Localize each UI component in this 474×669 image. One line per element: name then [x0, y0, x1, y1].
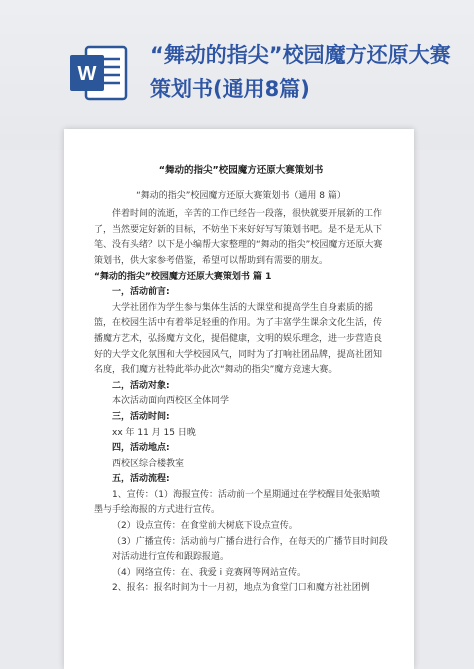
- document-subtitle: “舞动的指尖”校园魔方还原大赛策划书（通用 8 篇）: [136, 190, 346, 201]
- document-page: [64, 129, 414, 669]
- flow-item: （4）网络宣传：在、我爱 i 竞赛网等网站宣传。: [112, 567, 306, 578]
- section-heading: 三，活动时间:: [112, 411, 170, 422]
- word-icon-letter: W: [77, 63, 97, 85]
- flow-item: 1、宣传：（1）海报宣传：活动前一个星期通过在学校醒目处张贴喷墨与手绘海报的方式进行宣传。: [94, 489, 380, 516]
- flow-item: （3）广播宣传：活动前与广播台进行合作，在每天的广播节目时间段对活动进行宣传和跟踪报道。: [112, 536, 388, 563]
- document-title: “舞动的指尖”校园魔方还原大赛策划书: [158, 165, 324, 176]
- section-body: 本次活动面向西校区全体同学: [112, 396, 230, 407]
- word-document-icon: [66, 41, 130, 105]
- section-body: 西校区综合楼教室: [112, 458, 185, 469]
- banner: [0, 0, 474, 150]
- flow-item: 2、报名：报名时间为十一月初，地点为食堂门口和魔方社社团例: [112, 583, 370, 594]
- page-title: “舞动的指尖”校园魔方还原大赛策划书(通用8篇): [150, 43, 451, 101]
- intro-paragraph: 伴着时间的流逝，辛苦的工作已经告一段落，很快就要开展新的工作了，当然要定好新的目标，不妨坐下来好好写写策划书吧。是不是无从下笔、没有头绪？以下是小编帮大家整理的“舞动的指尖”校园魔方还原大赛策划书，供大家参考借鉴，希望可以帮助到有需要的朋友。: [94, 209, 383, 266]
- section-heading: 五，活动流程:: [112, 474, 170, 485]
- section-heading: 一，活动前言:: [112, 287, 170, 298]
- section-body: xx 年 11 月 15 日晚: [112, 427, 196, 438]
- part-title: “舞动的指尖”校园魔方还原大赛策划书 篇 1: [94, 271, 272, 282]
- document-body: [94, 163, 388, 597]
- section-body: 大学社团作为学生参与集体生活的大课堂和提高学生自身素质的摇篮，在校园生活中有着举足轻重的作用。为了丰富学生课余文化生活，传播魔方艺术，弘扬魔方文化，提倡健康，文明的娱乐理念，进一步营造良好的大学文化氛围和大学校园风气，同时为了打响社团品牌，提高社团知名度，我们魔方社特此举办此次“舞动的指尖”魔方竞速大赛。: [94, 302, 383, 376]
- flow-item: （2）设点宣传：在食堂前大树底下设点宣传。: [112, 521, 298, 532]
- section-heading: 四，活动地点:: [112, 443, 170, 454]
- section-heading: 二，活动对象:: [112, 380, 170, 391]
